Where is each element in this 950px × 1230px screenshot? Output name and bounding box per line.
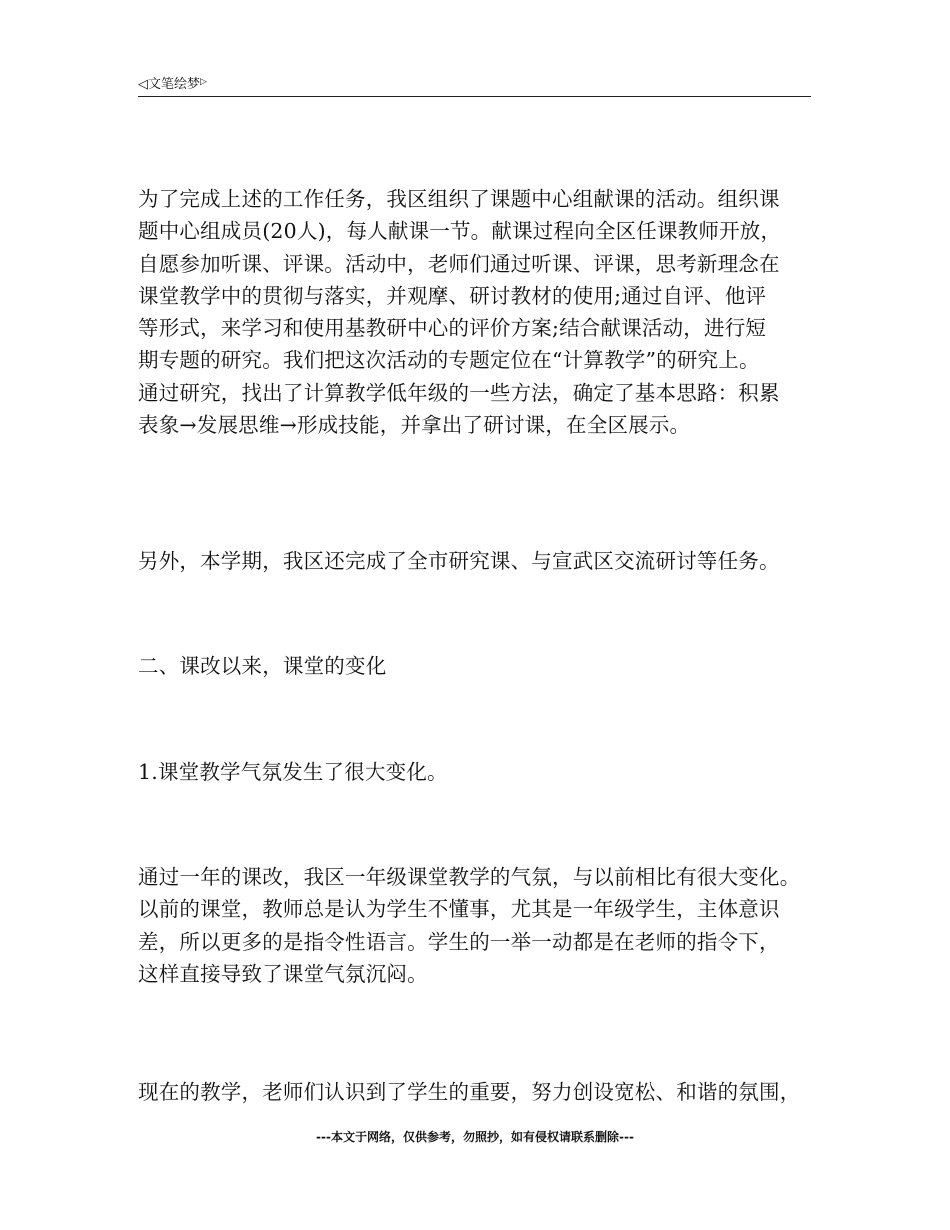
text-line: 另外，本学期，我区还完成了全市研究课、与宣武区交流研讨等任务。	[138, 549, 780, 573]
text-line: 通过一年的课改，我区一年级课堂教学的气氛，与以前相比有很大变化。	[138, 865, 801, 889]
page-header	[138, 72, 811, 97]
right-triangle-icon: ▷	[200, 77, 207, 87]
text-line: 这样直接导致了课堂气氛沉闷。	[138, 961, 428, 986]
paragraph-past-classroom	[138, 861, 818, 990]
text-line: 课堂教学中的贯彻与落实，并观摩、研讨教材的使用;通过自评、他评	[138, 283, 767, 308]
paragraph-lesson-activity	[138, 183, 818, 441]
header-brand	[138, 72, 207, 95]
text-line: 自愿参加听课、评课。活动中，老师们通过听课、评课，思考新理念在	[138, 251, 780, 276]
left-triangle-icon: ◁	[138, 77, 148, 92]
section-heading-classroom-changes	[138, 650, 818, 682]
paragraph-other-tasks	[138, 545, 818, 577]
text-line: 以前的课堂，教师总是认为学生不懂事，尤其是一年级学生，主体意识	[138, 897, 780, 922]
text-line: 等形式，来学习和使用基教研中心的评价方案;结合献课活动，进行短	[138, 316, 767, 341]
text-line: 题中心组成员(20人)，每人献课一节。献课过程向全区任课教师开放，	[138, 219, 782, 244]
text-line: 通过研究，找出了计算教学低年级的一些方法，确定了基本思路：积累	[138, 380, 780, 405]
text-line: 现在的教学，老师们认识到了学生的重要，努力创设宽松、和谐的氛围，	[138, 1080, 801, 1104]
text-line: 二、课改以来，课堂的变化	[138, 654, 387, 678]
header-title: 文笔绘梦	[148, 77, 201, 92]
paragraph-current-teaching	[138, 1076, 818, 1108]
text-line: 期专题的研究。我们把这次活动的专题定位在“计算教学”的研究上。	[138, 348, 760, 373]
text-line: 表象→发展思维→形成技能，并拿出了研讨课，在全区展示。	[138, 413, 691, 438]
subheading-atmosphere-change	[138, 756, 818, 788]
text-line: 差，所以更多的是指令性语言。学生的一举一动都是在老师的指令下，	[138, 929, 780, 954]
text-line: 为了完成上述的工作任务，我区组织了课题中心组献课的活动。组织课	[138, 187, 780, 211]
footer-notice: ---本文于网络，仅供参考，勿照抄，如有侵权请联系删除---	[316, 1130, 634, 1144]
text-line: 1.课堂教学气氛发生了很大变化。	[138, 760, 448, 784]
